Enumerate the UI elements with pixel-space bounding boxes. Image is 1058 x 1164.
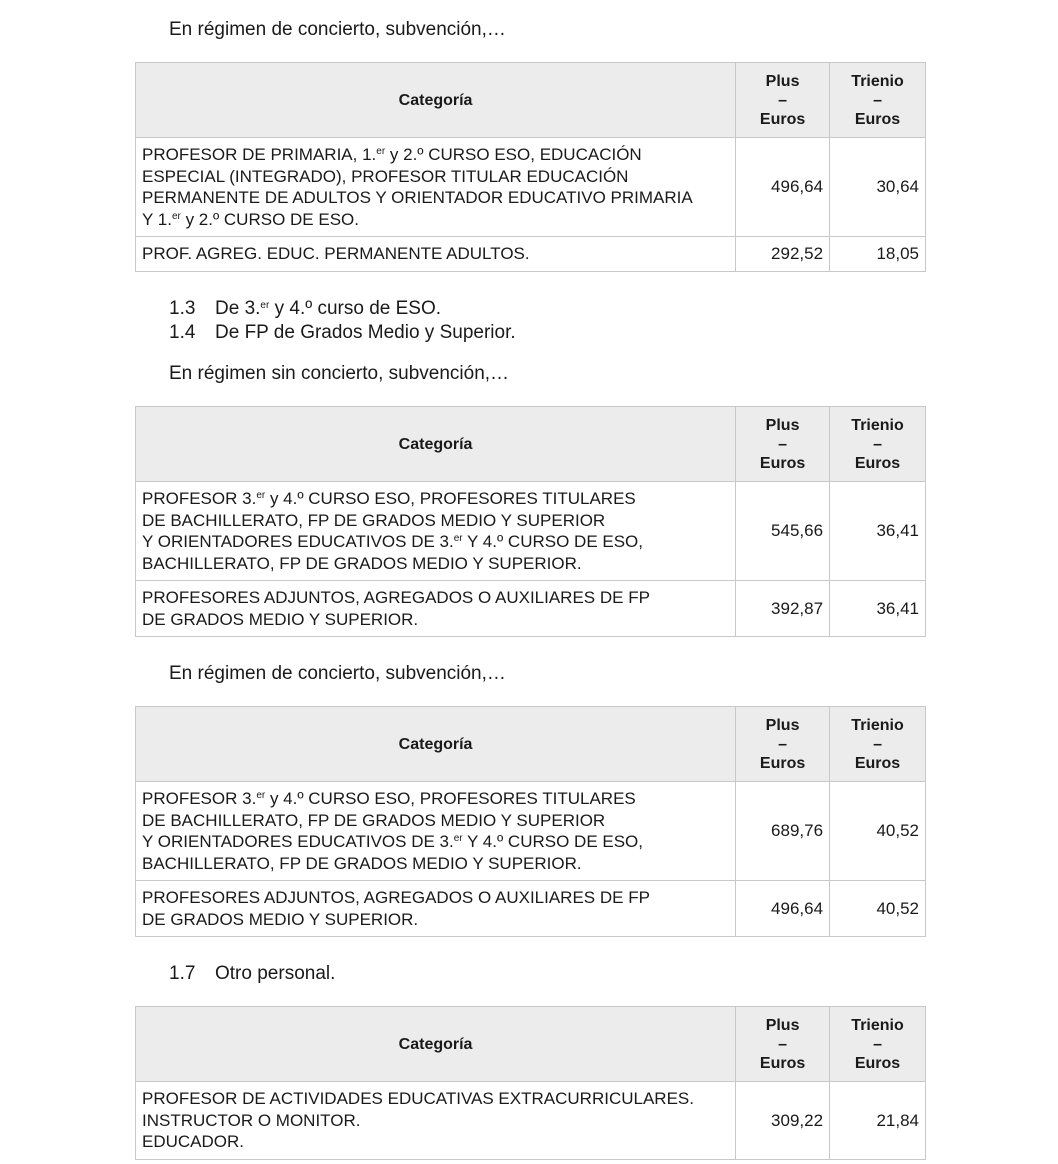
cell-trienio: 36,41 bbox=[830, 482, 926, 581]
table-body bbox=[136, 1082, 926, 1160]
cell-plus: 392,87 bbox=[736, 581, 830, 637]
header-plus-euros: Plus – Euros bbox=[736, 63, 830, 138]
cell-line: PROFESOR 3.$^{er}$ y 4.º CURSO ESO, PROFESORES TITULARES bbox=[142, 489, 636, 508]
list-item-text: De 3.$^{er}$ y 4.º curso de ESO. bbox=[215, 298, 442, 319]
table-concierto-primaria bbox=[135, 62, 926, 272]
table-row bbox=[136, 581, 926, 637]
cell-categoria bbox=[136, 881, 736, 937]
cell-plus: 309,22 bbox=[736, 1082, 830, 1160]
table-row bbox=[136, 1082, 926, 1160]
header-plus-euros: Plus – Euros bbox=[736, 707, 830, 782]
cell-plus: 496,64 bbox=[736, 138, 830, 237]
header-categoria: Categoría bbox=[136, 407, 736, 482]
header-plus-euros: Plus – Euros bbox=[736, 407, 830, 482]
header-trienio-euros: Trienio – Euros bbox=[830, 707, 926, 782]
header-categoria: Categoría bbox=[136, 63, 736, 138]
cell-categoria bbox=[136, 581, 736, 637]
cell-trienio: 30,64 bbox=[830, 138, 926, 237]
table-body bbox=[136, 782, 926, 937]
table-row bbox=[136, 482, 926, 581]
cell-trienio: 40,52 bbox=[830, 782, 926, 881]
cell-line: DE GRADOS MEDIO Y SUPERIOR. bbox=[142, 609, 419, 629]
table-sin-concierto bbox=[135, 406, 926, 637]
cell-line: ESPECIAL (INTEGRADO), PROFESOR TITULAR EDUCACIÓN bbox=[142, 166, 629, 186]
cell-trienio: 18,05 bbox=[830, 237, 926, 272]
cell-line: Y ORIENTADORES EDUCATIVOS DE 3.$^{er}$ Y 4.º CURSO DE ESO, bbox=[142, 532, 643, 551]
header-trienio-euros: Trienio – Euros bbox=[830, 1007, 926, 1082]
header-trienio-euros: Trienio – Euros bbox=[830, 63, 926, 138]
paragraph-text: En régimen de concierto, subvención,… bbox=[169, 663, 506, 684]
cell-line: BACHILLERATO, FP DE GRADOS MEDIO Y SUPERIOR. bbox=[142, 553, 582, 573]
cell-line: EDUCADOR. bbox=[142, 1132, 245, 1151]
list-item-number: 1.3 bbox=[169, 298, 196, 319]
cell-categoria bbox=[136, 237, 736, 272]
cell-line: PROFESOR 3.$^{er}$ y 4.º CURSO ESO, PROFESORES TITULARES bbox=[142, 789, 636, 808]
cell-line: PROFESORES ADJUNTOS, AGREGADOS O AUXILIARES DE FP bbox=[142, 588, 650, 607]
cell-line: Y ORIENTADORES EDUCATIVOS DE 3.$^{er}$ Y 4.º CURSO DE ESO, bbox=[142, 832, 643, 851]
paragraph-regimen-sin-concierto bbox=[169, 362, 509, 386]
cell-line: PROFESOR DE ACTIVIDADES EDUCATIVAS EXTRACURRICULARES. bbox=[142, 1089, 694, 1108]
header-trienio-euros: Trienio – Euros bbox=[830, 407, 926, 482]
cell-line: DE BACHILLERATO, FP DE GRADOS MEDIO Y SUPERIOR bbox=[142, 510, 606, 530]
table-row bbox=[136, 237, 926, 272]
cell-line: PROFESOR DE PRIMARIA, 1.$^{er}$ y 2.º CURSO ESO, EDUCACIÓN bbox=[142, 145, 642, 164]
table-row bbox=[136, 782, 926, 881]
list-item-text: Otro personal. bbox=[215, 963, 336, 984]
table-concierto-eso bbox=[135, 706, 926, 937]
cell-categoria bbox=[136, 482, 736, 581]
cell-line: DE GRADOS MEDIO Y SUPERIOR. bbox=[142, 909, 419, 929]
list-item-text: De FP de Grados Medio y Superior. bbox=[215, 322, 516, 343]
list-item-1-4 bbox=[169, 321, 516, 345]
cell-plus: 545,66 bbox=[736, 482, 830, 581]
list-item-number: 1.7 bbox=[169, 963, 196, 984]
cell-trienio: 40,52 bbox=[830, 881, 926, 937]
list-item-number: 1.4 bbox=[169, 322, 196, 343]
cell-categoria bbox=[136, 138, 736, 237]
list-item-1-3 bbox=[169, 297, 441, 321]
table-row bbox=[136, 138, 926, 237]
cell-line: BACHILLERATO, FP DE GRADOS MEDIO Y SUPERIOR. bbox=[142, 853, 582, 873]
table-otro-personal bbox=[135, 1006, 926, 1160]
table-body bbox=[136, 138, 926, 272]
cell-line: INSTRUCTOR O MONITOR. bbox=[142, 1110, 361, 1130]
cell-trienio: 36,41 bbox=[830, 581, 926, 637]
table-body bbox=[136, 482, 926, 637]
table-header-row bbox=[136, 63, 926, 138]
cell-categoria bbox=[136, 1082, 736, 1160]
cell-plus: 496,64 bbox=[736, 881, 830, 937]
header-categoria: Categoría bbox=[136, 1007, 736, 1082]
table-row bbox=[136, 881, 926, 937]
cell-categoria bbox=[136, 782, 736, 881]
cell-line: Y 1.$^{er}$ y 2.º CURSO DE ESO. bbox=[142, 209, 359, 229]
cell-line: PERMANENTE DE ADULTOS Y ORIENTADOR EDUCATIVO PRIMARIA bbox=[142, 188, 693, 207]
paragraph-text: En régimen sin concierto, subvención,… bbox=[169, 363, 510, 384]
cell-plus: 292,52 bbox=[736, 237, 830, 272]
cell-line: PROFESORES ADJUNTOS, AGREGADOS O AUXILIARES DE FP bbox=[142, 888, 650, 907]
cell-trienio: 21,84 bbox=[830, 1082, 926, 1160]
paragraph-regimen-concierto-1 bbox=[169, 18, 506, 42]
cell-line: PROF. AGREG. EDUC. PERMANENTE ADULTOS. bbox=[142, 244, 530, 263]
cell-plus: 689,76 bbox=[736, 782, 830, 881]
cell-line: DE BACHILLERATO, FP DE GRADOS MEDIO Y SUPERIOR bbox=[142, 810, 606, 830]
paragraph-regimen-concierto-2 bbox=[169, 662, 506, 686]
table-header-row bbox=[136, 707, 926, 782]
header-categoria: Categoría bbox=[136, 707, 736, 782]
paragraph-text: En régimen de concierto, subvención,… bbox=[169, 19, 506, 40]
list-item-1-7 bbox=[169, 962, 335, 986]
table-header-row bbox=[136, 1007, 926, 1082]
header-plus-euros: Plus – Euros bbox=[736, 1007, 830, 1082]
table-header-row bbox=[136, 407, 926, 482]
